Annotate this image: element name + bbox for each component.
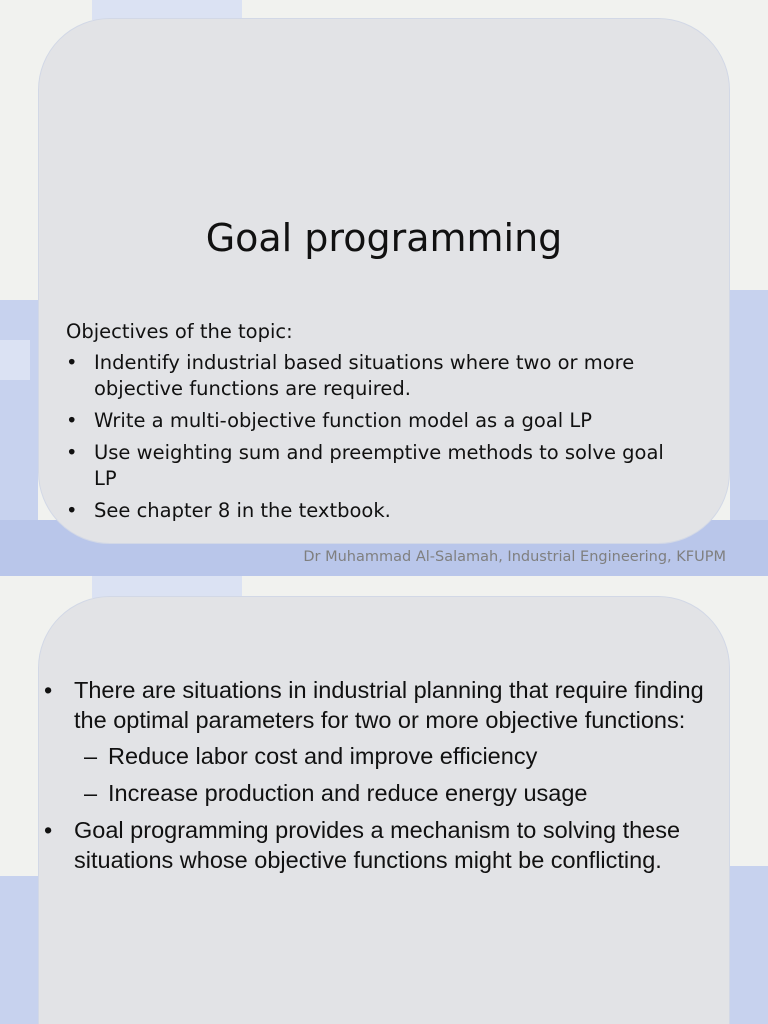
list-item: • Write a multi-objective function model as a goal LP [66, 408, 666, 434]
list-item [44, 815, 724, 875]
objectives-heading: Objectives of the topic: [66, 320, 293, 343]
bullet-list [44, 675, 724, 879]
list-item: • Use weighting sum and preemptive methods to solve goal LP [66, 440, 666, 492]
background-decoration [0, 340, 30, 380]
objectives-list [66, 350, 666, 530]
sub-list-item: – Reduce labor cost and improve efficiency [74, 741, 724, 771]
background-decoration [0, 876, 38, 1024]
background-decoration [730, 866, 768, 1024]
background-decoration [92, 576, 242, 598]
list-item: • Indentify industrial based situations where two or more objective functions are required. [66, 350, 666, 402]
sub-list-item: – Increase production and reduce energy usage [74, 778, 724, 808]
list-item [44, 675, 724, 808]
sub-bullet-list [74, 741, 724, 808]
slide-footer: Dr Muhammad Al-Salamah, Industrial Engineering, KFUPM [303, 549, 726, 565]
bullet-text: There are situations in industrial planning that require finding the optimal parameters for two or more objective functions: [74, 677, 704, 733]
slide-2 [0, 576, 768, 1024]
background-decoration [92, 0, 242, 20]
slide-title: Goal programming [205, 216, 563, 260]
bullet-text: Goal programming provides a mechanism to solving these situations whose objective functions might be conflicting. [74, 817, 681, 873]
list-item: • See chapter 8 in the textbook. [66, 498, 666, 524]
